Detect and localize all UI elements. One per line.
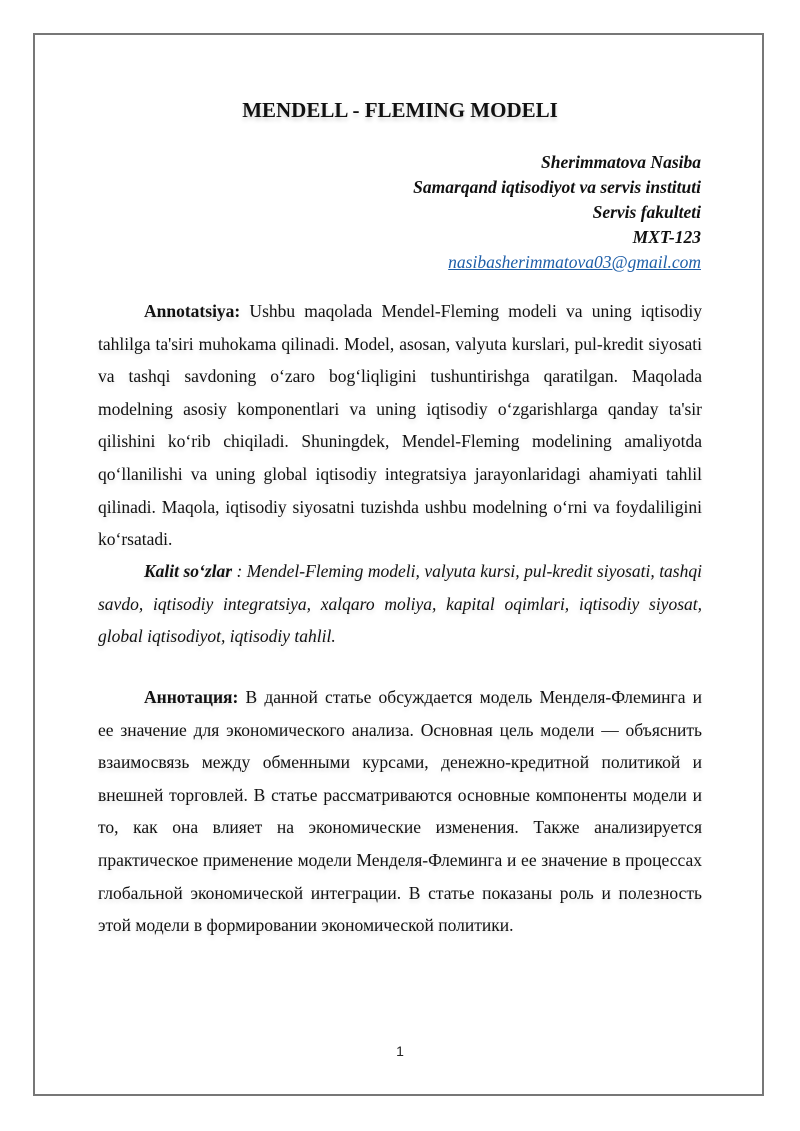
abstract-uz-label: Annotatsiya: — [144, 301, 241, 321]
abstract-ru-text: В данной статье обсуждается модель Менделя-Флеминга и ее значение для экономического анализа. Основная цель модели — объяснить взаимосвязь между обменными курсами, денежно-кредитной политикой и внешней торговлей. В статье рассматриваются основные компоненты модели и то, как она влияет на экономические изменения. Также анализируется практическое применение модели Менделя-Флеминга и ее значение в процессах глобальной экономической интеграции. В статье показаны роль и полезность этой модели в формировании экономической политики. — [98, 687, 702, 936]
abstract-ru-label: Аннотация: — [144, 687, 239, 707]
keywords-label: Kalit so‘zlar — [144, 561, 233, 581]
paper-title: MENDELL - FLEMING MODELI — [242, 98, 558, 122]
abstract-uz-text: Ushbu maqolada Mendel-Fleming modeli va uning iqtisodiy tahlilga ta'siri muhokama qilinadi. Model, asosan, valyuta kurslari, pul-kredit siyosati va tashqi savdoning o‘zaro bog‘liqligini tushuntirishga qaratilgan. Maqolada modelning asosiy komponentlari va uning iqtisodiy o‘zgarishlarga qanday ta'sir qilishini ko‘rib chiqiladi. Shuningdek, Mendel-Fleming modelining amaliyotda qo‘llanilishi va uning global iqtisodiy integratsiya jarayonlaridagi ahamiyati tahlil qilinadi. Maqola, iqtisodiy siyosatni tuzishda ushbu modelning o‘rni va foydaliligini ko‘rsatadi. — [98, 301, 702, 550]
author-email-link[interactable]: nasibasherimmatova03@gmail.com — [448, 252, 701, 272]
author-faculty: Servis fakulteti — [592, 202, 701, 222]
author-group: MXT-123 — [632, 227, 701, 247]
author-name: Sherimmatova Nasiba — [541, 152, 701, 172]
page-number: 1 — [396, 1043, 404, 1059]
author-block — [413, 150, 701, 275]
keywords-text: : Mendel-Fleming modeli, valyuta kursi, pul-kredit siyosati, tashqi savdo, iqtisodiy integratsiya, xalqaro moliya, kapital oqimlari, iqtisodiy siyosat, global iqtisodiyot, iqtisodiy tahlil. — [98, 561, 702, 647]
author-institution: Samarqand iqtisodiyot va servis instituti — [413, 177, 701, 197]
keywords — [98, 555, 702, 653]
abstract-ru — [98, 681, 702, 942]
abstract-uz — [98, 295, 702, 556]
